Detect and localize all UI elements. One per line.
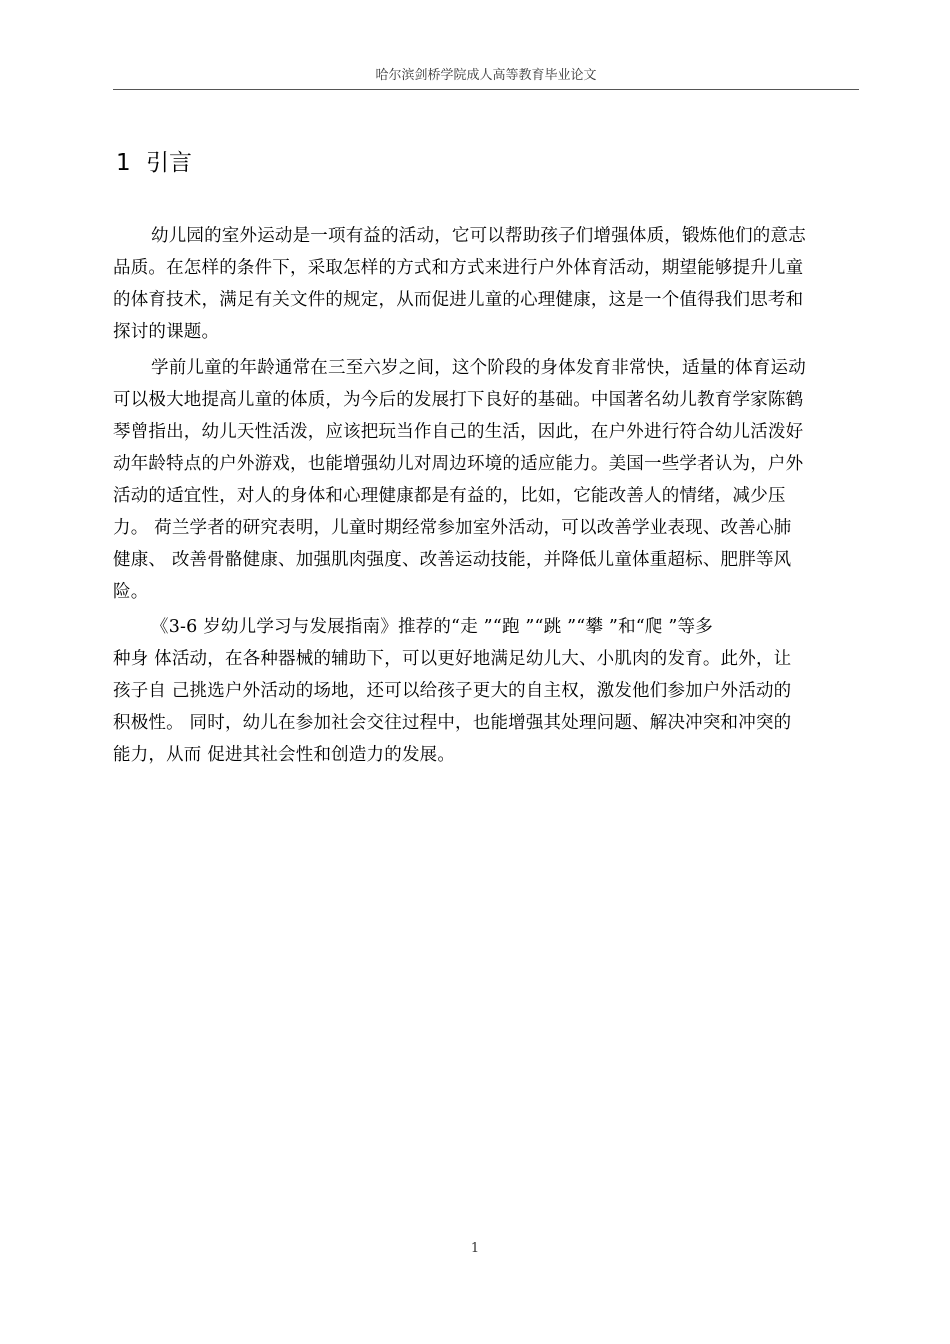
- paragraph-line: 幼儿园的室外运动是一项有益的活动，它可以帮助孩子们增强体质，锻炼他们的意志: [151, 226, 806, 246]
- paragraph-line: 能力，从而 促进其社会性和创造力的发展。: [113, 745, 456, 765]
- paragraph-line: 动年龄特点的户外游戏，也能增强幼儿对周边环境的适应能力。美国一些学者认为，户外: [113, 454, 804, 474]
- paragraph-line: 可以极大地提高儿童的体质，为今后的发展打下良好的基础。中国著名幼儿教育学家陈鹤: [113, 390, 804, 410]
- paragraph-3: [113, 611, 863, 771]
- paragraph-line: 种身 体活动，在各种器械的辅助下，可以更好地满足幼儿大、小肌肉的发育。此外，让: [113, 649, 792, 669]
- paragraph-line: 琴曾指出，幼儿天性活泼，应该把玩当作自己的生活，因此，在户外进行符合幼儿活泼好: [113, 422, 804, 442]
- section-title: 引言: [146, 150, 192, 176]
- paragraph-line: 活动的适宜性，对人的身体和心理健康都是有益的，比如，它能改善人的情绪，减少压: [113, 486, 786, 506]
- page-number: 1: [470, 1241, 480, 1256]
- page-header: 哈尔滨剑桥学院成人高等教育毕业论文: [375, 68, 597, 83]
- section-heading: [116, 146, 192, 180]
- paragraph-line: 孩子自 己挑选户外活动的场地，还可以给孩子更大的自主权，激发他们参加户外活动的: [113, 681, 792, 701]
- section-number: 1: [116, 150, 131, 176]
- paragraph-line: 学前儿童的年龄通常在三至六岁之间，这个阶段的身体发育非常快，适量的体育运动: [151, 358, 806, 378]
- paragraph-line: 品质。在怎样的条件下，采取怎样的方式和方式来进行户外体育活动，期望能够提升儿童: [113, 258, 804, 278]
- header-divider: [113, 89, 859, 90]
- paragraph-1: [113, 220, 863, 348]
- paragraph-line: 积极性。 同时，幼儿在参加社会交往过程中，也能增强其处理问题、解决冲突和冲突的: [113, 713, 792, 733]
- paragraph-line: 的体育技术，满足有关文件的规定，从而促进儿童的心理健康，这是一个值得我们思考和: [113, 290, 804, 310]
- paragraph-line: 《3-6 岁幼儿学习与发展指南》推荐的“走 ”“跑 ”“跳 ”“攀 ”和“爬 ”等多: [151, 617, 713, 637]
- paragraph-line: 健康、 改善骨骼健康、加强肌肉强度、改善运动技能，并降低儿童体重超标、肥胖等风: [113, 550, 792, 570]
- paragraph-2: [113, 352, 863, 608]
- paragraph-line: 险。: [113, 582, 149, 602]
- paragraph-line: 探讨的课题。: [113, 322, 220, 342]
- paragraph-line: 力。 荷兰学者的研究表明，儿童时期经常参加室外活动，可以改善学业表现、改善心肺: [113, 518, 792, 538]
